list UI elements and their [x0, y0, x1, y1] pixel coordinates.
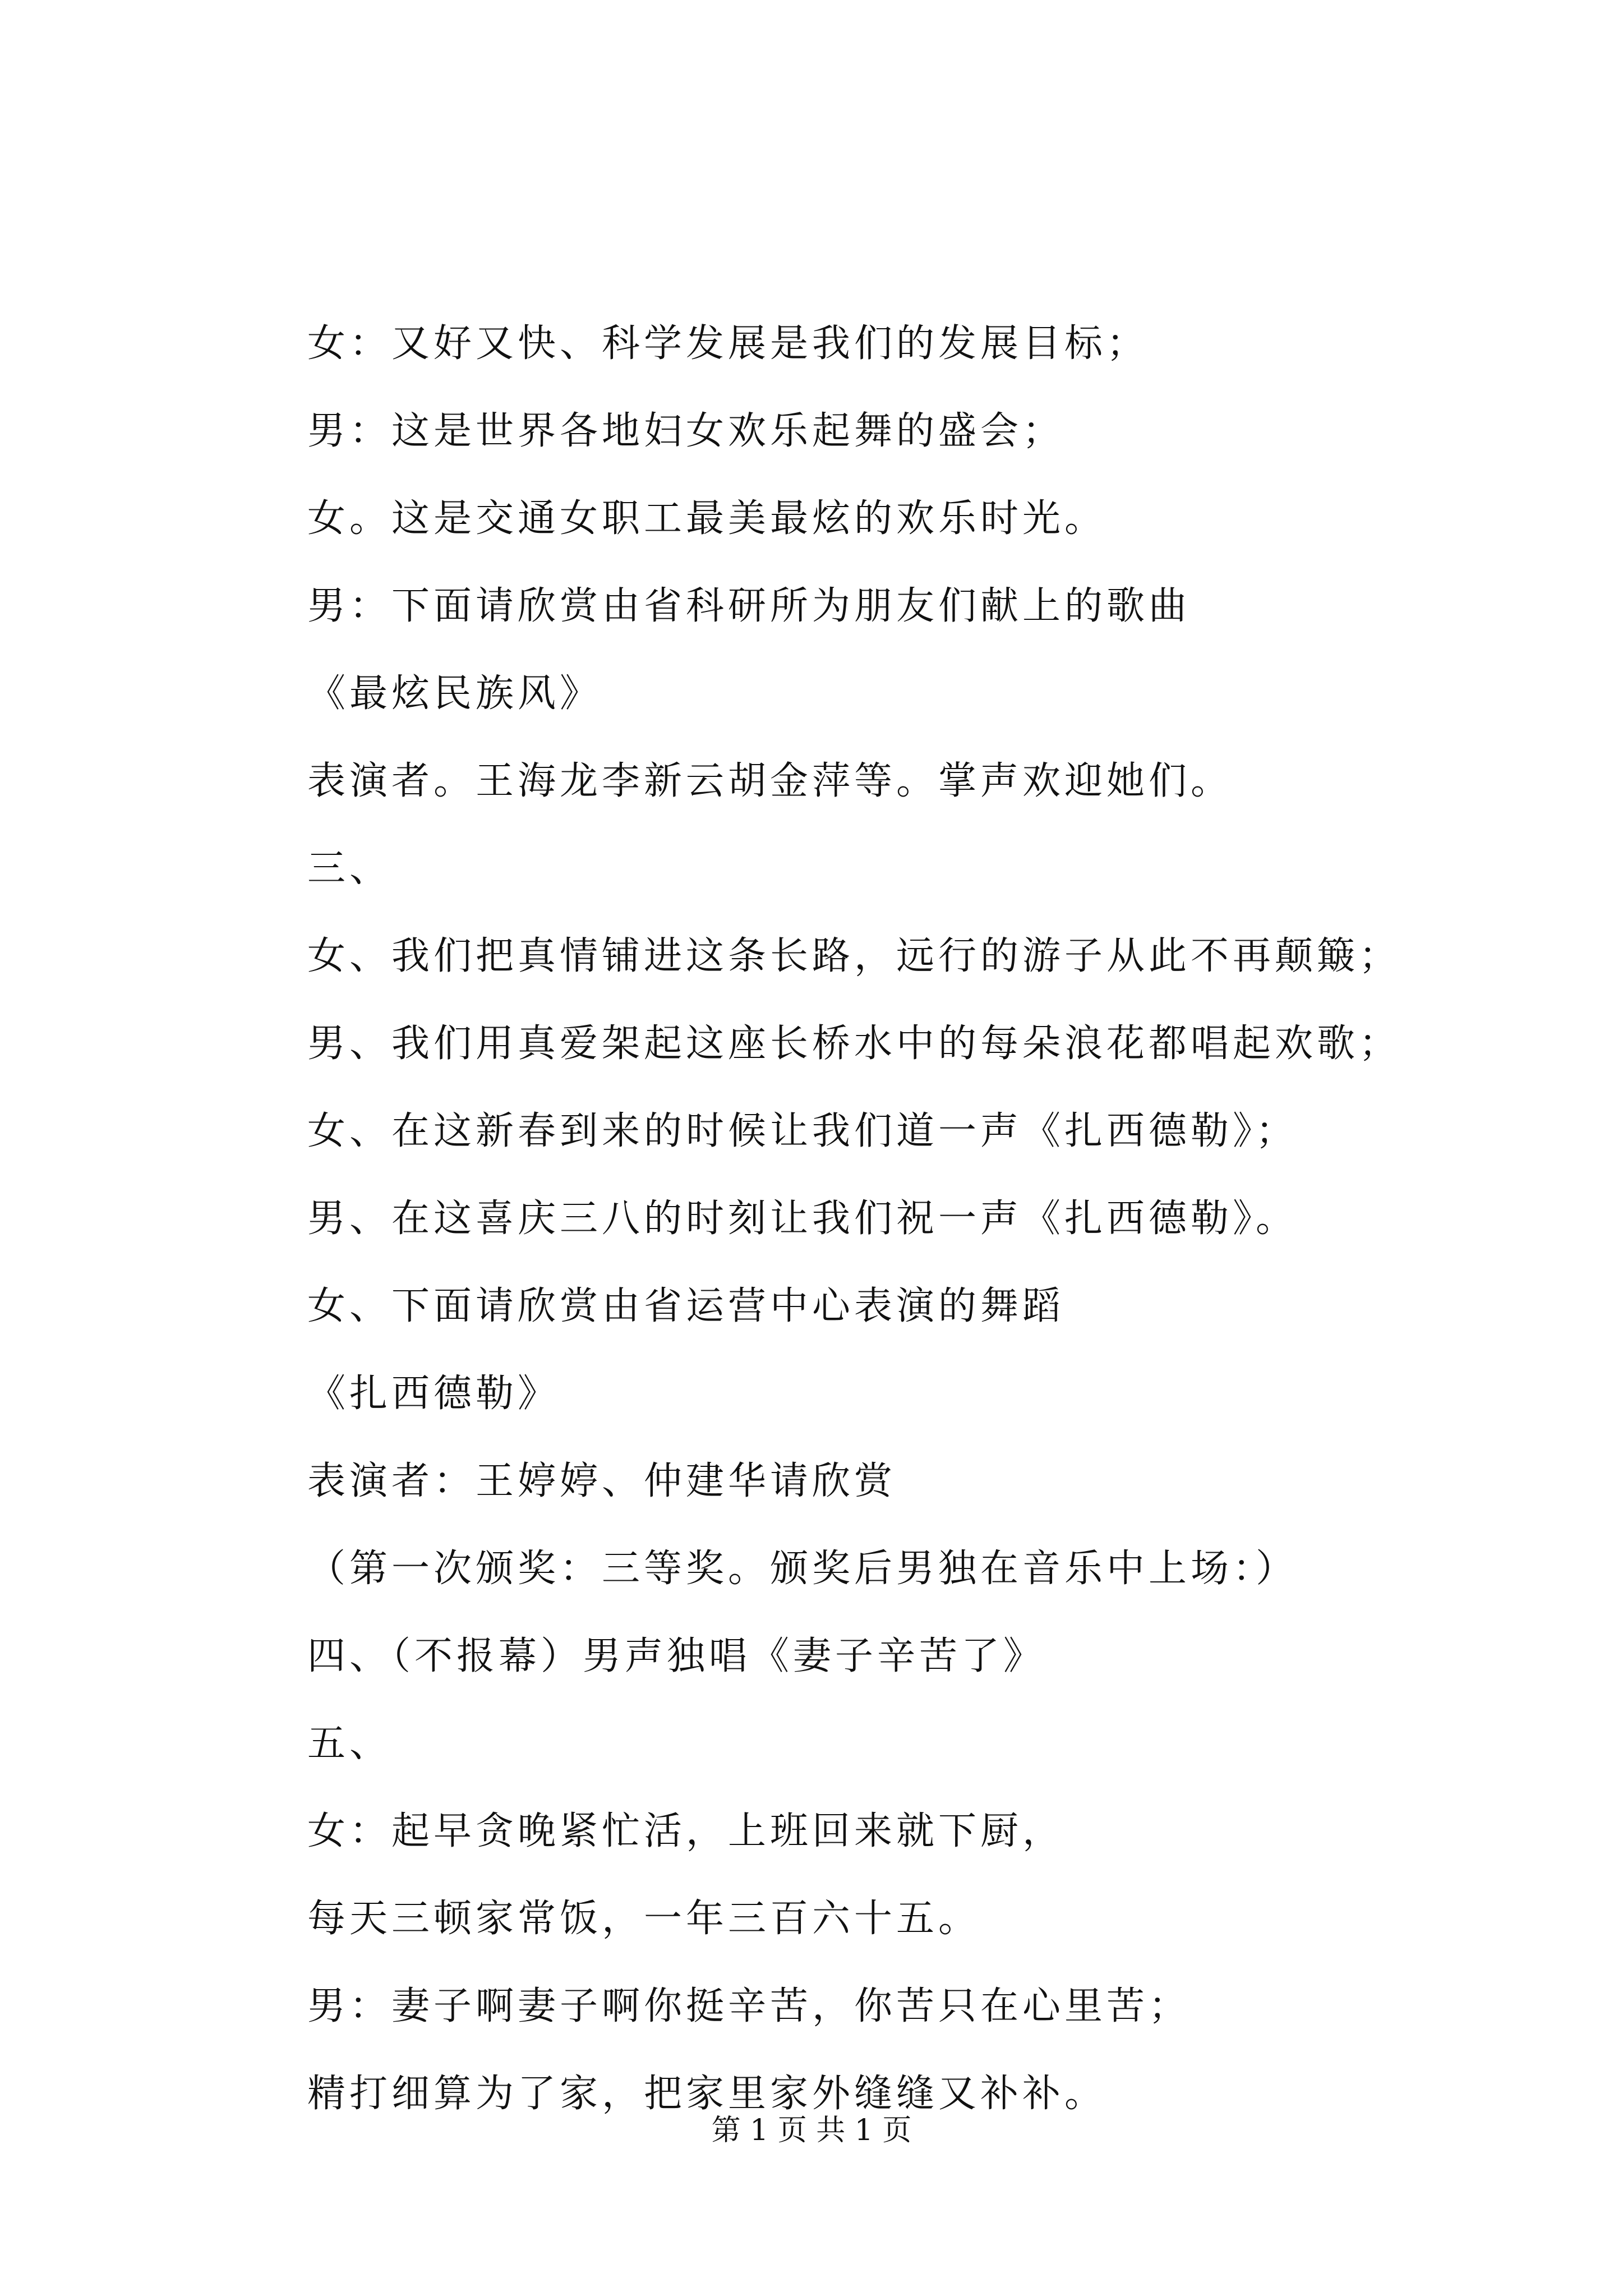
text-line: 女、我们把真情铺进这条长路，远行的游子从此不再颠簸；: [307, 934, 1401, 978]
text-line: 女：起早贪晚紧忙活，上班回来就下厨，: [307, 1809, 1065, 1853]
text-line: 男、我们用真爱架起这座长桥水中的每朵浪花都唱起欢歌；: [307, 1022, 1401, 1066]
section-heading: 五、: [307, 1722, 392, 1766]
text-line: 女、在这新春到来的时候让我们道一声《扎西德勒》；: [307, 1109, 1298, 1153]
text-line: 《最炫民族风》: [307, 671, 602, 716]
section-heading: 三、: [307, 846, 392, 891]
text-line: 女。这是交通女职工最美最炫的欢乐时光。: [307, 496, 1107, 541]
text-line: 每天三顿家常饭，一年三百六十五。: [307, 1897, 981, 1941]
text-line: 精打细算为了家，把家里家外缝缝又补补。: [307, 2072, 1107, 2116]
text-line: 男：妻子啊妻子啊你挺辛苦，你苦只在心里苦；: [307, 1984, 1191, 2028]
text-line: 男：这是世界各地妇女欢乐起舞的盛会；: [307, 409, 1065, 453]
text-line: 男、在这喜庆三八的时刻让我们祝一声《扎西德勒》。: [307, 1197, 1298, 1241]
script-text-body: [307, 300, 1541, 2138]
text-line: 男：下面请欣赏由省科研所为朋友们献上的歌曲: [307, 584, 1191, 628]
text-line: 女：又好又快、科学发展是我们的发展目标；: [307, 321, 1149, 366]
text-line: 表演者。王海龙李新云胡金萍等。掌声欢迎她们。: [307, 759, 1233, 803]
text-line: （第一次颁奖：三等奖。颁奖后男独在音乐中上场：）: [307, 1547, 1298, 1591]
page-footer: 第 1 页 共 1 页: [711, 2114, 912, 2147]
text-line: 表演者：王婷婷、仲建华请欣赏: [307, 1459, 897, 1503]
text-line: 《扎西德勒》: [307, 1372, 560, 1416]
section-heading: 四、（不报幕）男声独唱《妻子辛苦了》: [307, 1634, 1046, 1678]
text-line: 女、下面请欣赏由省运营中心表演的舞蹈: [307, 1284, 1065, 1328]
